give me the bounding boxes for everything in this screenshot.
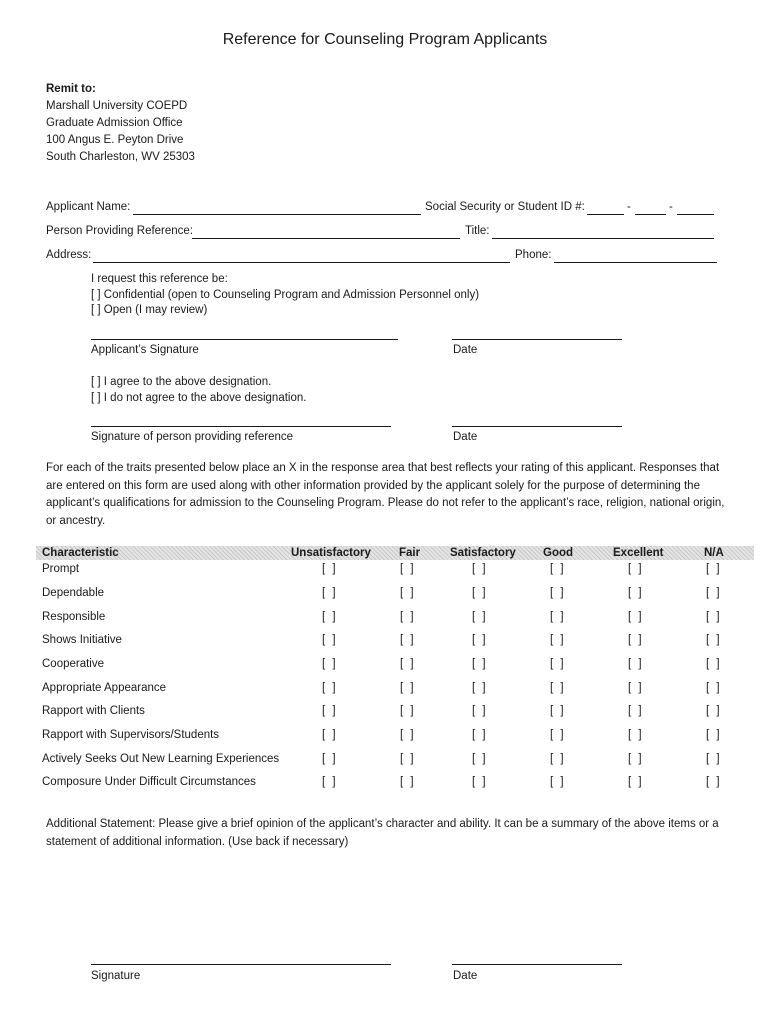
person-ref-label: Person Providing Reference: [46, 225, 194, 237]
date1-label: Date [453, 344, 478, 356]
rating-box-fair[interactable]: [ ] [400, 634, 416, 646]
rating-box-na[interactable]: [ ] [706, 563, 722, 575]
applicant-name-field[interactable] [133, 214, 421, 215]
table-row-label: Appropriate Appearance [42, 682, 167, 694]
remit-line-1: Marshall University COEPD [46, 100, 188, 112]
address-label: Address: [46, 249, 92, 261]
column-header-excellent: Excellent [613, 547, 664, 559]
date1-line[interactable] [452, 339, 622, 340]
rating-box-unsatisfactory[interactable]: [ ] [322, 729, 338, 741]
rating-box-unsatisfactory[interactable]: [ ] [322, 776, 338, 788]
rating-box-good[interactable]: [ ] [550, 705, 566, 717]
rating-box-satisfactory[interactable]: [ ] [472, 682, 488, 694]
additional-statement: Additional Statement: Please give a brief opinion of the applicant’s character and ability. It can be a summary of the above items or a statement of additional information. (Use back if necessary) [46, 818, 719, 848]
rating-box-excellent[interactable]: [ ] [628, 587, 644, 599]
rating-box-na[interactable]: [ ] [706, 611, 722, 623]
rating-box-good[interactable]: [ ] [550, 611, 566, 623]
ssn-dash-1: - [627, 201, 631, 213]
phone-label: Phone: [515, 249, 552, 261]
ssn-field-1[interactable] [587, 214, 624, 215]
date2-label: Date [453, 431, 478, 443]
rating-box-excellent[interactable]: [ ] [628, 705, 644, 717]
remit-heading: Remit to: [46, 83, 96, 95]
rating-box-good[interactable]: [ ] [550, 658, 566, 670]
table-row-label: Shows Initiative [42, 634, 122, 646]
rating-box-satisfactory[interactable]: [ ] [472, 705, 488, 717]
remit-line-4: South Charleston, WV 25303 [46, 151, 195, 163]
rating-box-na[interactable]: [ ] [706, 634, 722, 646]
rating-box-unsatisfactory[interactable]: [ ] [322, 658, 338, 670]
rating-box-good[interactable]: [ ] [550, 587, 566, 599]
ref-signature-label: Signature of person providing reference [91, 431, 294, 443]
rating-box-na[interactable]: [ ] [706, 587, 722, 599]
rating-box-excellent[interactable]: [ ] [628, 563, 644, 575]
ssn-dash-2: - [669, 201, 673, 213]
rating-box-satisfactory[interactable]: [ ] [472, 634, 488, 646]
option-agree[interactable]: [ ] I agree to the above designation. [91, 376, 272, 388]
rating-box-excellent[interactable]: [ ] [628, 658, 644, 670]
address-field[interactable] [93, 262, 510, 263]
table-row-label: Rapport with Supervisors/Students [42, 729, 220, 741]
rating-box-satisfactory[interactable]: [ ] [472, 753, 488, 765]
rating-box-fair[interactable]: [ ] [400, 729, 416, 741]
rating-box-excellent[interactable]: [ ] [628, 776, 644, 788]
rating-box-na[interactable]: [ ] [706, 753, 722, 765]
table-row-label: Composure Under Difficult Circumstances [42, 776, 256, 788]
rating-box-satisfactory[interactable]: [ ] [472, 658, 488, 670]
rating-box-fair[interactable]: [ ] [400, 563, 416, 575]
request-intro: I request this reference be: [91, 273, 228, 285]
rating-box-excellent[interactable]: [ ] [628, 682, 644, 694]
rating-box-fair[interactable]: [ ] [400, 682, 416, 694]
rating-box-good[interactable]: [ ] [550, 753, 566, 765]
rating-box-satisfactory[interactable]: [ ] [472, 729, 488, 741]
date2-line[interactable] [452, 426, 622, 427]
rating-box-unsatisfactory[interactable]: [ ] [322, 705, 338, 717]
person-ref-field[interactable] [192, 238, 460, 239]
rating-box-unsatisfactory[interactable]: [ ] [322, 753, 338, 765]
rating-box-excellent[interactable]: [ ] [628, 729, 644, 741]
rating-box-good[interactable]: [ ] [550, 729, 566, 741]
applicant-signature-label: Applicant’s Signature [91, 344, 199, 356]
rating-box-fair[interactable]: [ ] [400, 611, 416, 623]
table-row-label: Cooperative [42, 658, 105, 670]
applicant-name-label: Applicant Name: [46, 201, 131, 213]
applicant-signature-line[interactable] [91, 339, 398, 340]
rating-box-fair[interactable]: [ ] [400, 753, 416, 765]
rating-box-excellent[interactable]: [ ] [628, 634, 644, 646]
rating-box-unsatisfactory[interactable]: [ ] [322, 587, 338, 599]
option-confidential[interactable]: [ ] Confidential (open to Counseling Program and Admission Personnel only) [91, 289, 480, 301]
final-signature-label: Signature [91, 970, 141, 982]
rating-box-na[interactable]: [ ] [706, 776, 722, 788]
rating-box-fair[interactable]: [ ] [400, 587, 416, 599]
final-date-line[interactable] [452, 964, 622, 965]
page-title: Reference for Counseling Program Applicants [222, 31, 548, 48]
table-row-label: Responsible [42, 611, 106, 623]
phone-field[interactable] [554, 262, 717, 263]
rating-box-fair[interactable]: [ ] [400, 705, 416, 717]
table-row-label: Actively Seeks Out New Learning Experiences [42, 753, 280, 765]
rating-box-unsatisfactory[interactable]: [ ] [322, 563, 338, 575]
instructions: For each of the traits presented below place an X in the response area that best reflects your rating of this applicant. Responses that are entered on this form are used along with other information provided by the applicant solely for the purpose of determining the applicant’s qualifications for admission to the Counseling Program. Please do not refer to the applicant’s race, religion, national origin, or ancestry. [46, 462, 725, 527]
rating-box-good[interactable]: [ ] [550, 563, 566, 575]
rating-box-satisfactory[interactable]: [ ] [472, 611, 488, 623]
rating-box-unsatisfactory[interactable]: [ ] [322, 634, 338, 646]
rating-box-satisfactory[interactable]: [ ] [472, 776, 488, 788]
rating-box-good[interactable]: [ ] [550, 776, 566, 788]
ssn-field-3[interactable] [677, 214, 714, 215]
rating-box-na[interactable]: [ ] [706, 705, 722, 717]
title-label: Title: [465, 225, 490, 237]
rating-box-na[interactable]: [ ] [706, 729, 722, 741]
ssn-label: Social Security or Student ID #: [425, 201, 585, 213]
ssn-field-2[interactable] [635, 214, 666, 215]
title-field[interactable] [492, 238, 714, 239]
final-date-label: Date [453, 970, 478, 982]
rating-box-satisfactory[interactable]: [ ] [472, 587, 488, 599]
table-row-label: Rapport with Clients [42, 705, 145, 717]
rating-box-fair[interactable]: [ ] [400, 658, 416, 670]
column-header-na: N/A [704, 547, 724, 559]
column-header-unsatisfactory: Unsatisfactory [291, 547, 371, 559]
column-header-good: Good [543, 547, 574, 559]
rating-box-excellent[interactable]: [ ] [628, 753, 644, 765]
column-header-satisfactory: Satisfactory [450, 547, 516, 559]
rating-box-good[interactable]: [ ] [550, 634, 566, 646]
rating-box-unsatisfactory[interactable]: [ ] [322, 682, 338, 694]
remit-line-2: Graduate Admission Office [46, 117, 183, 129]
column-header-fair: Fair [399, 547, 421, 559]
table-row-label: Prompt [42, 563, 80, 575]
option-disagree[interactable]: [ ] I do not agree to the above designation. [91, 392, 307, 404]
option-open[interactable]: [ ] Open (I may review) [91, 304, 208, 316]
remit-line-3: 100 Angus E. Peyton Drive [46, 134, 184, 146]
column-header-characteristic: Characteristic [42, 547, 119, 559]
rating-box-na[interactable]: [ ] [706, 658, 722, 670]
rating-box-good[interactable]: [ ] [550, 682, 566, 694]
final-signature-line[interactable] [91, 964, 391, 965]
rating-box-excellent[interactable]: [ ] [628, 611, 644, 623]
rating-box-na[interactable]: [ ] [706, 682, 722, 694]
rating-box-unsatisfactory[interactable]: [ ] [322, 611, 338, 623]
rating-box-satisfactory[interactable]: [ ] [472, 563, 488, 575]
ref-signature-line[interactable] [91, 426, 391, 427]
rating-box-fair[interactable]: [ ] [400, 776, 416, 788]
table-row-label: Dependable [42, 587, 105, 599]
